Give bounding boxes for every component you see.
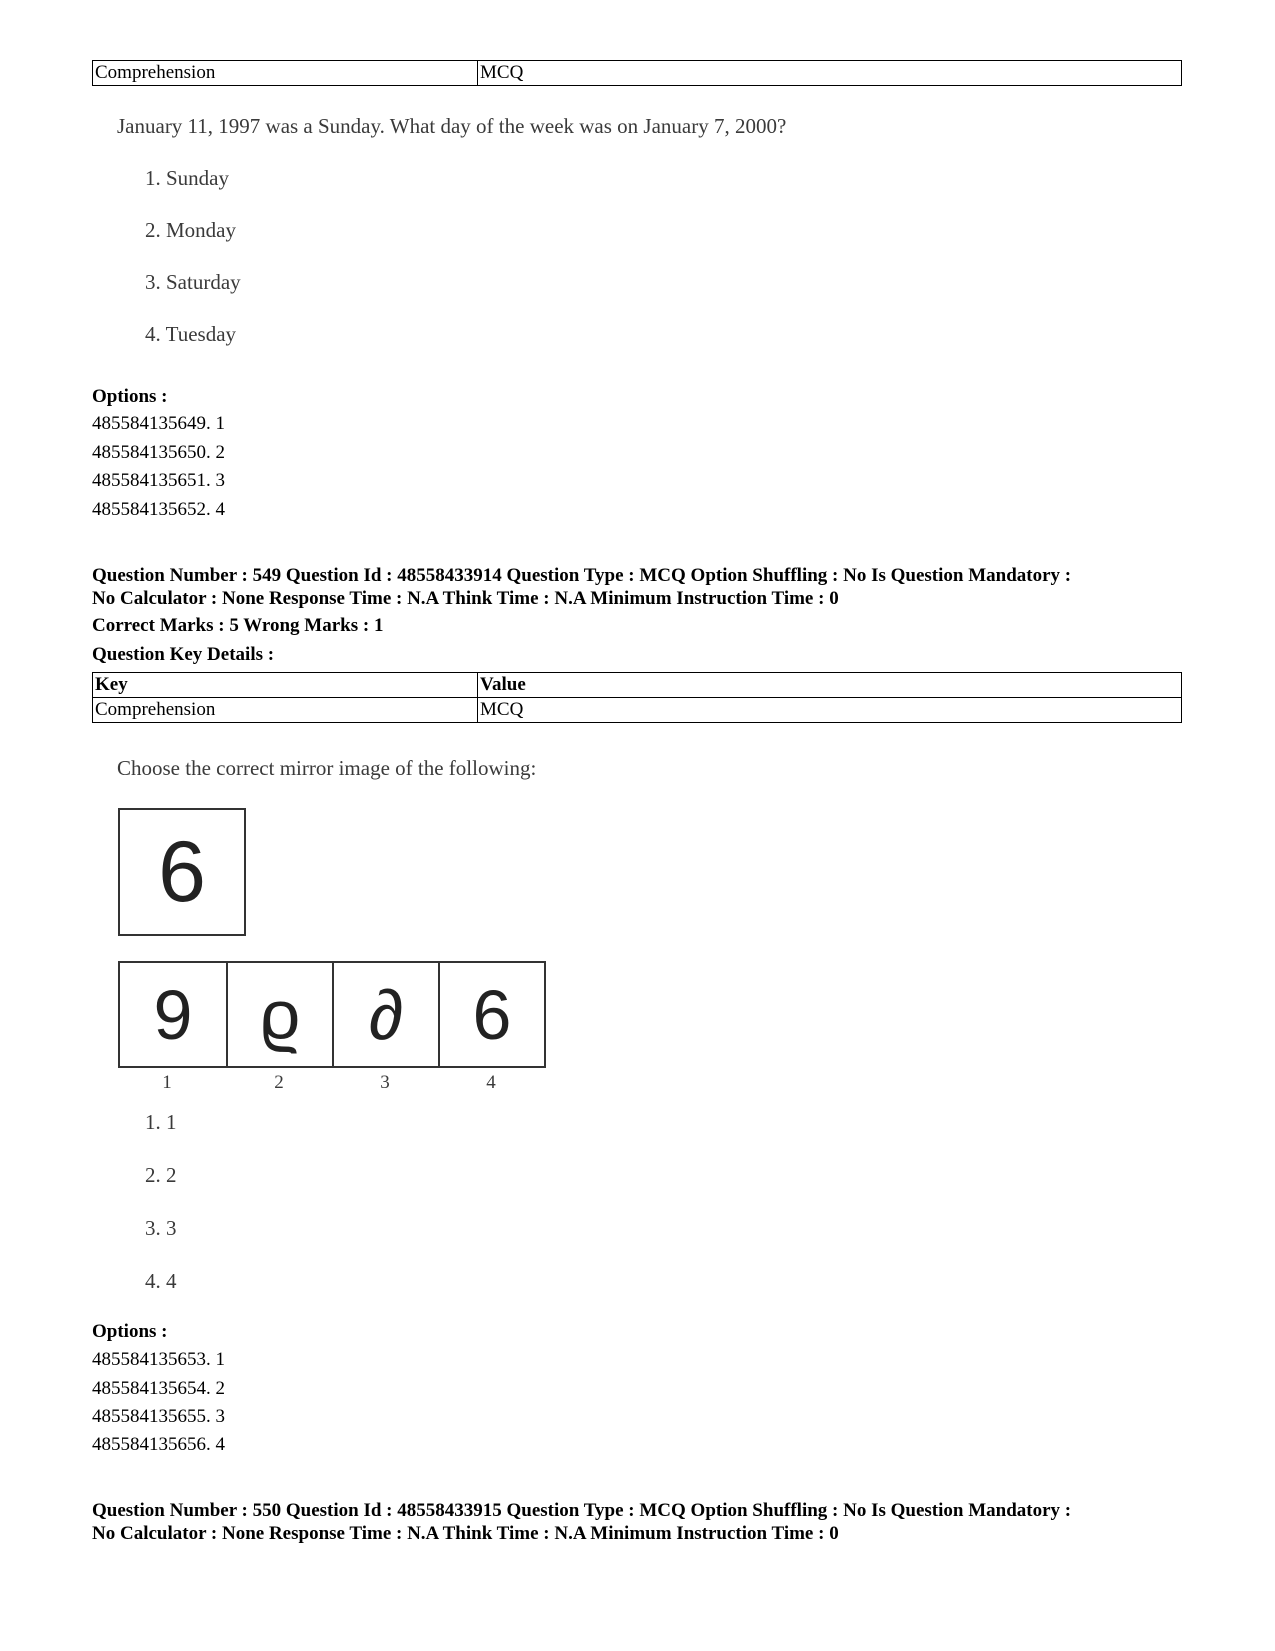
question-meta-line: Question Number : 550 Question Id : 48558433915 Question Type : MCQ Option Shuffling : No Is Question Mandatory : [92, 1500, 1072, 1521]
question-meta-line: Question Number : 549 Question Id : 48558433914 Question Type : MCQ Option Shuffling : No Is Question Mandatory : [92, 565, 1072, 586]
table-cell-value: MCQ [478, 698, 1182, 723]
option-item: 485584135649. 1 [92, 413, 225, 434]
option-item: 485584135654. 2 [92, 1378, 225, 1399]
given-figure: 6 [118, 808, 246, 936]
choice-item: 4. Tuesday [145, 322, 237, 346]
answer-figure-3: ∂ [332, 963, 438, 1066]
option-item: 485584135650. 2 [92, 442, 225, 463]
question-text: January 11, 1997 was a Sunday. What day of the week was on January 7, 2000? [117, 114, 787, 138]
key-details-label: Question Key Details : [92, 644, 275, 665]
answer-figure-number: 2 [274, 1072, 284, 1093]
choice-item: 1. 1 [145, 1110, 177, 1134]
table-header-value: Value [478, 673, 1182, 698]
table-header-row [93, 673, 1182, 698]
option-item: 485584135651. 3 [92, 470, 225, 491]
question-text: Choose the correct mirror image of the following: [117, 756, 537, 780]
option-item: 485584135653. 1 [92, 1349, 225, 1370]
question-meta [92, 564, 1202, 610]
options-label: Options : [92, 386, 168, 407]
question-meta-line: No Calculator : None Response Time : N.A Think Time : N.A Minimum Instruction Time : 0 [92, 1523, 839, 1544]
table-row [93, 61, 1182, 86]
table-cell-value: MCQ [478, 61, 1182, 86]
choice-item: 4. 4 [145, 1269, 177, 1293]
table-row [93, 698, 1182, 723]
choice-item: 1. Sunday [145, 166, 229, 190]
answer-figures [118, 961, 546, 1068]
key-details-table-top [92, 60, 1182, 86]
answer-figure-number: 3 [380, 1072, 390, 1093]
answer-figure-2: ϱ [226, 963, 332, 1066]
choice-item: 3. Saturday [145, 270, 241, 294]
answer-figure-4: 6 [438, 963, 544, 1066]
answer-figure-number: 1 [162, 1072, 172, 1093]
question-meta-line: No Calculator : None Response Time : N.A Think Time : N.A Minimum Instruction Time : 0 [92, 588, 839, 609]
option-item: 485584135652. 4 [92, 499, 225, 520]
answer-figure-number: 4 [486, 1072, 496, 1093]
choice-item: 2. 2 [145, 1163, 177, 1187]
option-item: 485584135656. 4 [92, 1434, 225, 1455]
table-cell-key: Comprehension [93, 61, 478, 86]
choice-item: 3. 3 [145, 1216, 177, 1240]
choice-item: 2. Monday [145, 218, 236, 242]
table-header-key: Key [93, 673, 478, 698]
key-details-table [92, 672, 1182, 723]
option-item: 485584135655. 3 [92, 1406, 225, 1427]
options-label: Options : [92, 1321, 168, 1342]
table-cell-key: Comprehension [93, 698, 478, 723]
marks-line: Correct Marks : 5 Wrong Marks : 1 [92, 615, 384, 636]
answer-figure-1: 9 [153, 975, 193, 1054]
question-meta [92, 1499, 1202, 1545]
